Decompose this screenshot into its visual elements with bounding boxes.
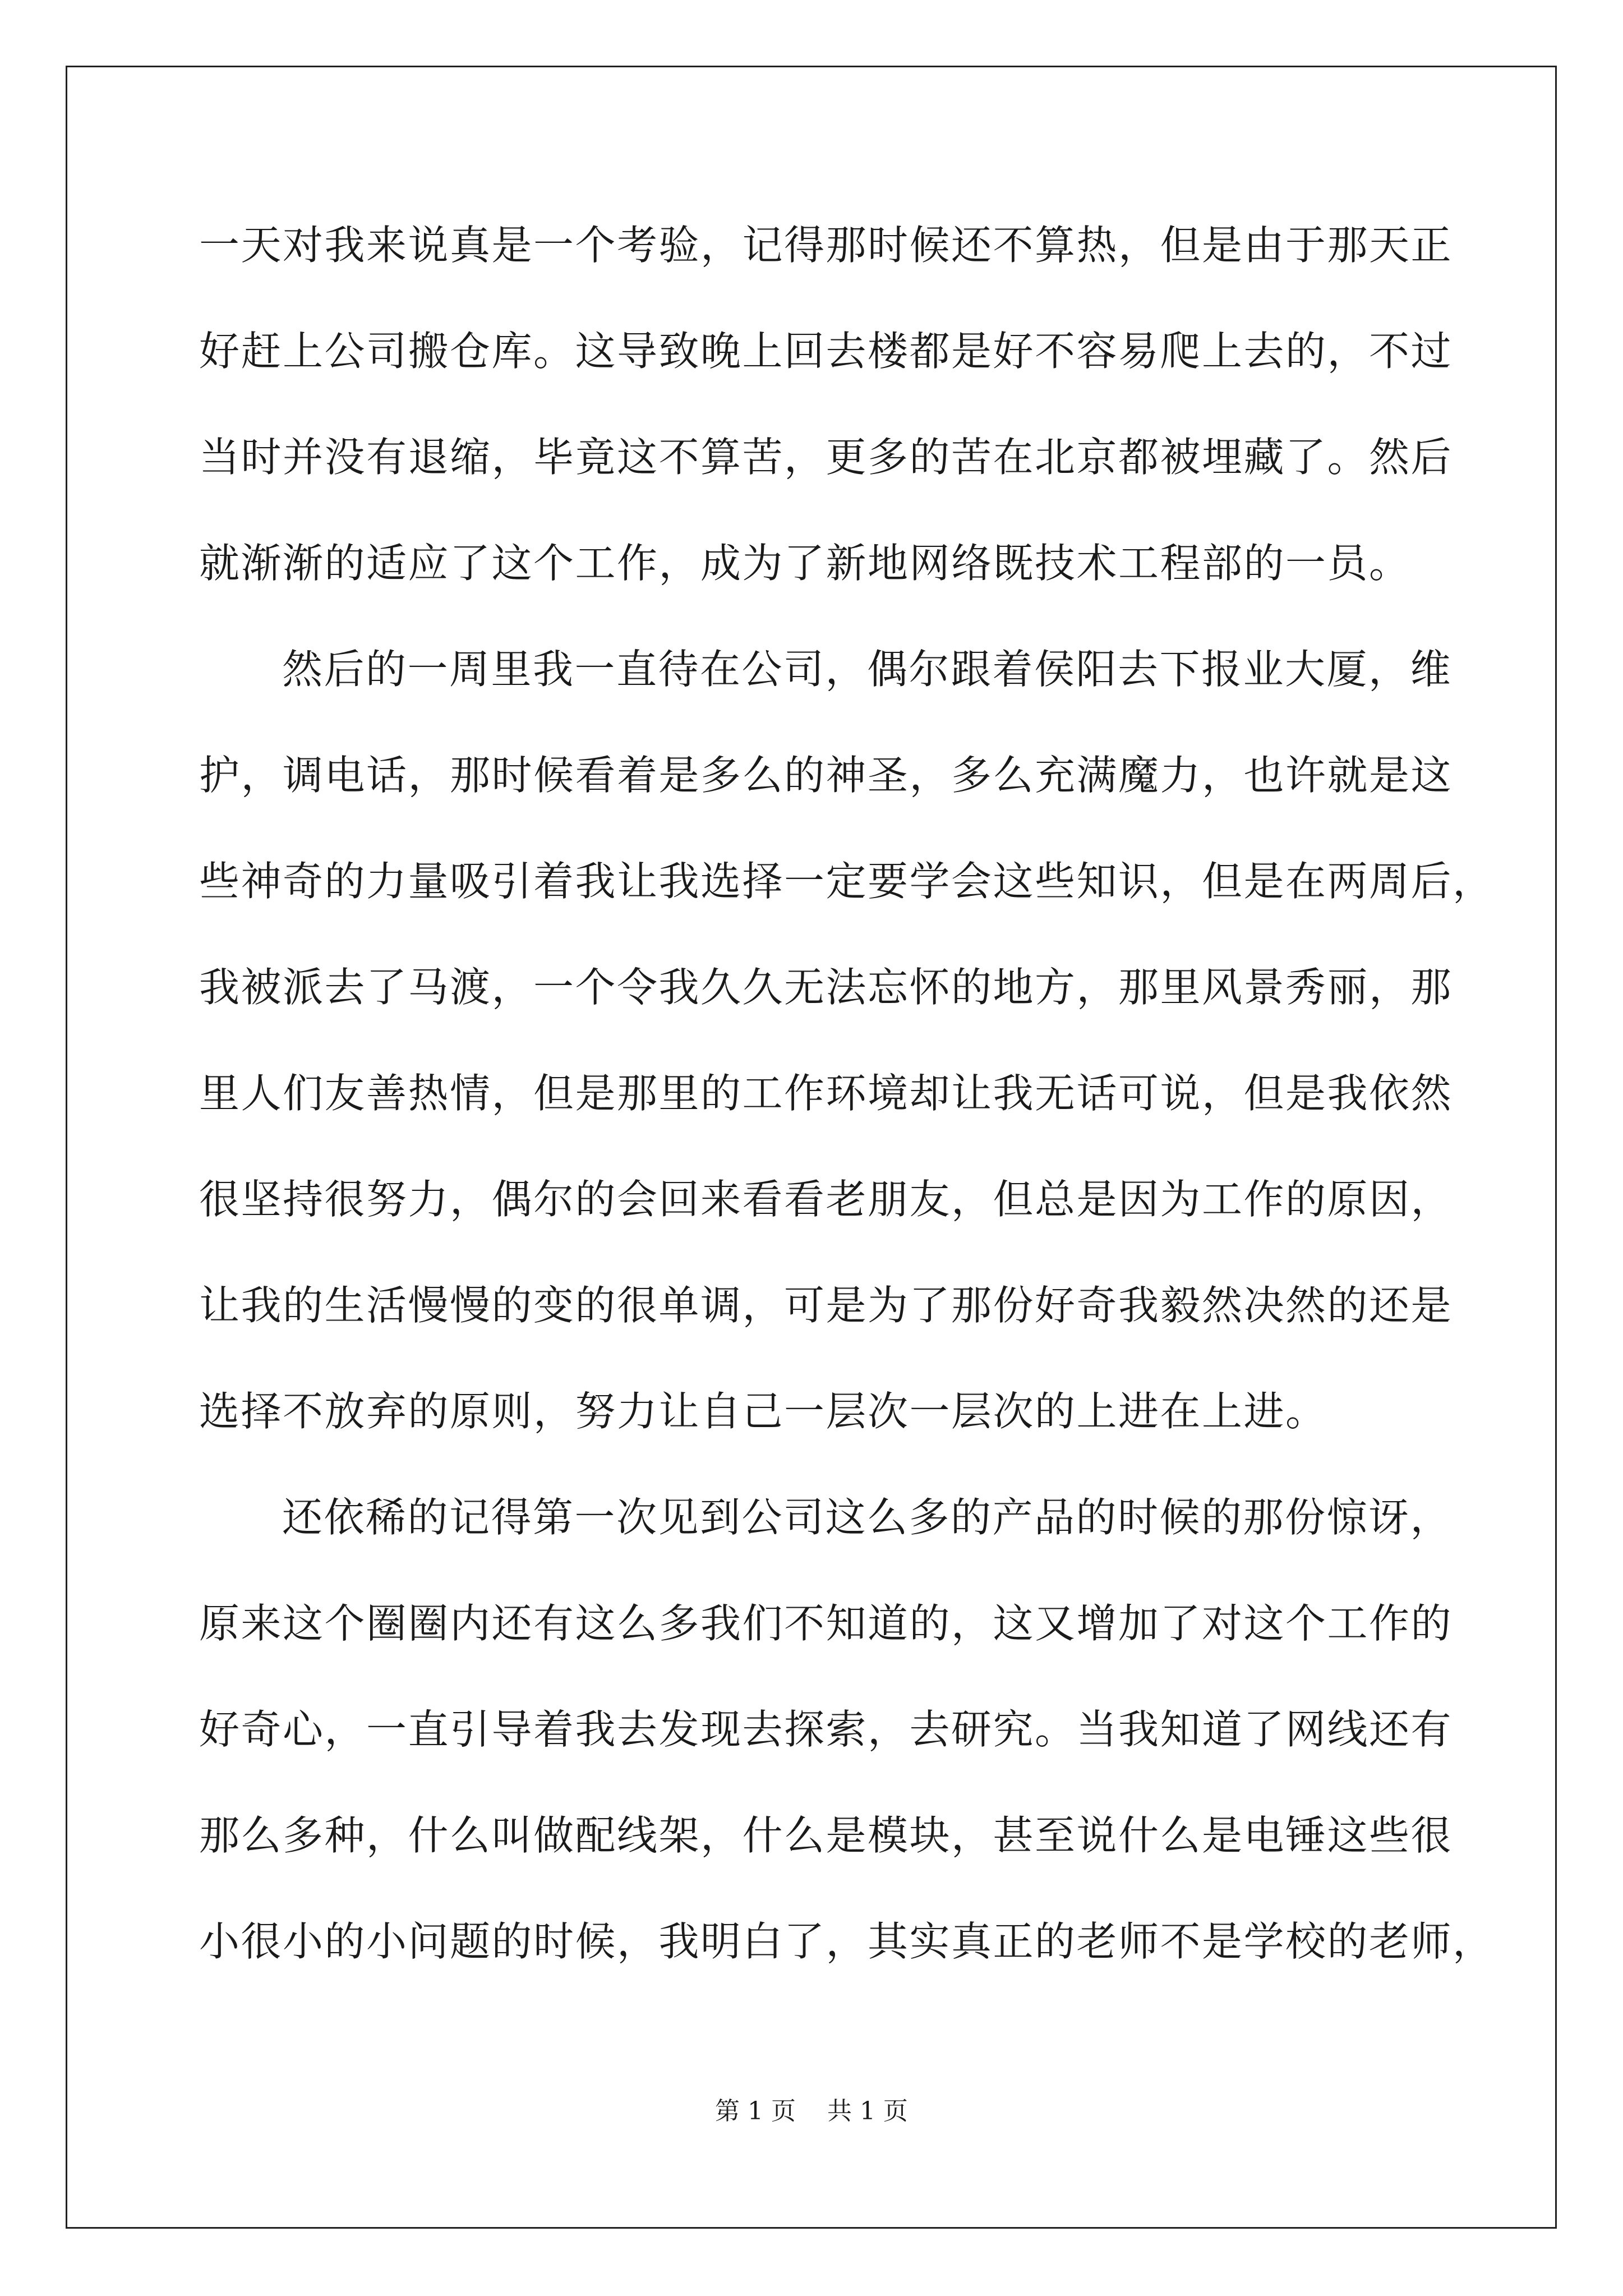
paragraph-first-line: 然后的一周里我一直待在公司，偶尔跟着侯阳去下报业大厦，维	[282, 646, 1453, 693]
text-line: 原来这个圈圈内还有这么多我们不知道的，这又增加了对这个工作的	[199, 1600, 1453, 1647]
text-line: 一天对我来说真是一个考验，记得那时候还不算热，但是由于那天正	[199, 222, 1453, 269]
text-line: 里人们友善热情，但是那里的工作环境却让我无话可说，但是我依然	[199, 1070, 1453, 1117]
text-line: 小很小的小问题的时候，我明白了，其实真正的老师不是学校的老师，	[199, 1918, 1495, 1965]
document-body	[199, 209, 1495, 2011]
text-line: 我被派去了马渡，一个令我久久无法忘怀的地方，那里风景秀丽，那	[199, 964, 1453, 1011]
text-line: 好奇心，一直引导着我去发现去探索，去研究。当我知道了网线还有	[199, 1706, 1453, 1753]
text-line: 很坚持很努力，偶尔的会回来看看老朋友，但总是因为工作的原因，	[199, 1176, 1453, 1223]
text-line: 当时并没有退缩，毕竟这不算苦，更多的苦在北京都被埋藏了。然后	[199, 434, 1453, 481]
text-line: 护，调电话，那时候看着是多么的神圣，多么充满魔力，也许就是这	[199, 752, 1453, 799]
text-line: 些神奇的力量吸引着我让我选择一定要学会这些知识，但是在两周后，	[199, 858, 1495, 905]
paragraph-first-line: 还依稀的记得第一次见到公司这么多的产品的时候的那份惊讶，	[282, 1494, 1453, 1541]
text-line: 好赶上公司搬仓库。这导致晚上回去楼都是好不容易爬上去的，不过	[199, 328, 1453, 375]
text-line: 就渐渐的适应了这个工作，成为了新地网络既技术工程部的一员。	[199, 540, 1411, 587]
text-line: 那么多种，什么叫做配线架，什么是模块，甚至说什么是电锤这些很	[199, 1812, 1453, 1859]
page-number-footer: 第 1 页 共 1 页	[715, 2097, 908, 2125]
text-line: 让我的生活慢慢的变的很单调，可是为了那份好奇我毅然决然的还是	[199, 1282, 1453, 1329]
text-line: 选择不放弃的原则，努力让自己一层次一层次的上进在上进。	[199, 1388, 1327, 1435]
